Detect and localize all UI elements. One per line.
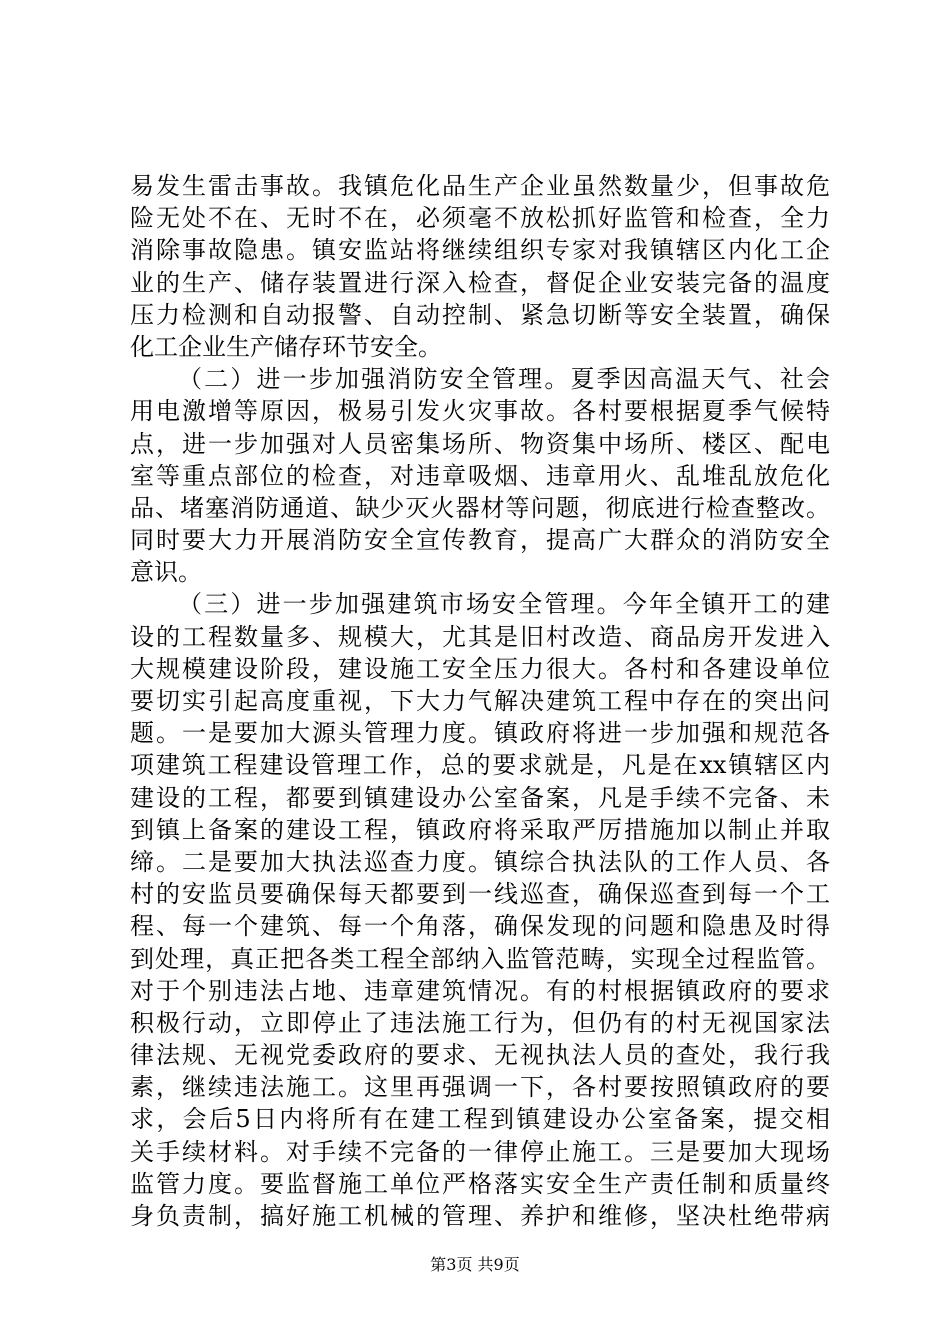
- text-line: 化工企业生产储存环节安全。: [130, 332, 442, 361]
- text-line: 易发生雷击事故。我镇危化品生产企业虽然数量少，但事故危: [130, 172, 830, 200]
- text-line: 建设的工程，都要到镇建设办公室备案，凡是手续不完备、未: [130, 783, 830, 812]
- text-line: 同时要大力开展消防安全宣传教育，提高广大群众的消防安全: [130, 526, 830, 555]
- text-line: 用电激增等原因，极易引发火灾事故。各村要根据夏季气候特: [130, 397, 830, 426]
- text-line: 求，会后5日内将所有在建工程到镇建设办公室备案，提交相: [130, 1105, 830, 1134]
- text-line: 身负责制，搞好施工机械的管理、养护和维修，坚决杜绝带病: [130, 1202, 830, 1230]
- text-line: 对于个别违法占地、违章建筑情况。有的村根据镇政府的要求: [130, 976, 830, 1005]
- text-line: 题。一是要加大源头管理力度。镇政府将进一步加强和规范各: [130, 719, 830, 748]
- text-line: 大规模建设阶段，建设施工安全压力很大。各村和各建设单位: [130, 654, 830, 683]
- text-line: 要切实引起高度重视，下大力气解决建筑工程中存在的突出问: [130, 687, 830, 715]
- text-line: 点，进一步加强对人员密集场所、物资集中场所、楼区、配电: [130, 429, 830, 458]
- text-line: 险无处不在、无时不在，必须毫不放松抓好监管和检查，全力: [130, 204, 830, 233]
- text-line: 关手续材料。对手续不完备的一律停止施工。三是要加大现场: [130, 1137, 830, 1166]
- text-line: 意识。: [130, 558, 202, 587]
- text-line: 到处理，真正把各类工程全部纳入监管范畴，实现全过程监管。: [130, 944, 830, 973]
- text-line: 室等重点部位的检查，对违章吸烟、违章用火、乱堆乱放危化: [130, 461, 830, 490]
- text-line: 缔。二是要加大执法巡查力度。镇综合执法队的工作人员、各: [130, 847, 830, 876]
- text-line: 品、堵塞消防通道、缺少灭火器材等问题，彻底进行检查整改。: [130, 493, 830, 522]
- text-line: 村的安监员要确保每天都要到一线巡查，确保巡查到每一个工: [130, 880, 830, 909]
- text-line: 积极行动，立即停止了违法施工行为，但仍有的村无视国家法: [130, 1008, 830, 1037]
- text-line: 设的工程数量多、规模大，尤其是旧村改造、商品房开发进入: [130, 622, 830, 651]
- text-line: 消除事故隐患。镇安监站将继续组织专家对我镇辖区内化工企: [130, 236, 830, 265]
- text-line: 监管力度。要监督施工单位严格落实安全生产责任制和质量终: [130, 1169, 830, 1198]
- text-line: 压力检测和自动报警、自动控制、紧急切断等安全装置，确保: [130, 300, 830, 329]
- text-line: 程、每一个建筑、每一个角落，确保发现的问题和隐患及时得: [130, 912, 830, 941]
- text-line: 项建筑工程建设管理工作，总的要求就是，凡是在xx镇辖区内: [130, 751, 830, 780]
- text-line: 素，继续违法施工。这里再强调一下，各村要按照镇政府的要: [130, 1073, 830, 1102]
- page-number: 第3页 共9页: [430, 1255, 520, 1274]
- text-line: 律法规、无视党委政府的要求、无视执法人员的查处，我行我: [130, 1041, 830, 1070]
- paragraph-heading-line: （二）进一步加强消防安全管理。夏季因高温天气、社会: [178, 365, 830, 394]
- document-body: [130, 170, 830, 1232]
- paragraph-heading-line: （三）进一步加强建筑市场安全管理。今年全镇开工的建: [178, 590, 830, 619]
- page-footer: [0, 1254, 950, 1276]
- text-line: 业的生产、储存装置进行深入检查，督促企业安装完备的温度: [130, 268, 830, 297]
- text-line: 到镇上备案的建设工程，镇政府将采取严厉措施加以制止并取: [130, 815, 830, 844]
